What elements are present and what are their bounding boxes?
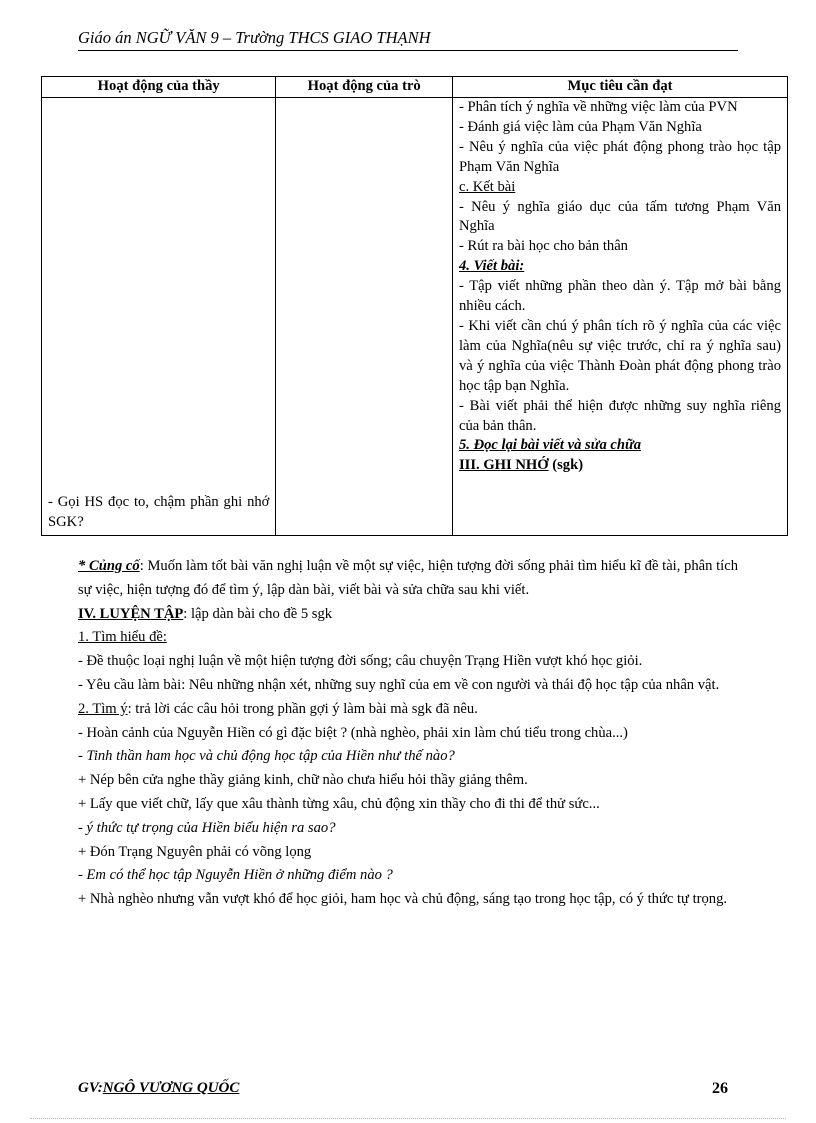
footer-gv-name: NGÔ VƯƠNG QUỐC (102, 1080, 240, 1096)
goal-item: 4. Viết bài: (458, 258, 525, 275)
ghi-nho-line (459, 456, 781, 476)
hoan-canh-item: - Hoàn cảnh của Nguyễn Hiền có gì đặc biệt ? (nhà nghèo, phải xin làm chú tiểu trong chùa...) (78, 724, 628, 741)
tim-hieu-label: 1. Tìm hiểu đề: (78, 629, 167, 646)
lesson-table (41, 76, 788, 536)
goals-list (459, 98, 781, 456)
lesson-body (78, 555, 738, 912)
page-header (78, 28, 738, 51)
tim-y-heading (78, 698, 738, 722)
col-header-student: Hoạt động của trò (276, 77, 453, 98)
goal-item: - Nêu ý nghĩa của việc phát động phong trào học tập Phạm Văn Nghĩa (458, 138, 781, 175)
luyen-tap-label: IV. LUYỆN TẬP (78, 605, 184, 622)
goal-item: c. Kết bài (458, 178, 516, 195)
tim-hieu-heading (78, 626, 738, 650)
goal-item: - Nêu ý nghĩa giáo dục của tấm tương Phạm Văn Nghĩa (458, 198, 781, 235)
answer-1: + Nép bên cửa nghe thầy giảng kinh, chữ nào chưa hiểu hỏi thầy giảng thêm. (78, 772, 528, 789)
cung-co-paragraph (78, 555, 738, 603)
footer-gv-label: GV: (78, 1080, 103, 1096)
question-1: - Tinh thần ham học và chủ động học tập của Hiền như thế nào? (78, 748, 455, 765)
cung-co-label: * Củng cố (78, 558, 140, 574)
goals-cell (452, 98, 787, 536)
table-body-row (42, 98, 788, 536)
cung-co-text: : Muốn làm tốt bài văn nghị luận về một sự việc, hiện tượng đời sống phải tìm hiểu kĩ đề tài, phân tích sự việc, hiện tượng đó để tìm ý, lập dàn bài, viết bài và sửa chữa sau khi viết. (78, 558, 738, 598)
tim-hieu-item-1: - Đề thuộc loại nghị luận về một hiện tượng đời sống; câu chuyện Trạng Hiền vượt khó học giỏi. (78, 653, 643, 670)
tim-y-label: 2. Tìm ý (78, 700, 128, 717)
header-title: Giáo án NGỮ VĂN 9 – Trường THCS GIAO THẠNH (78, 28, 431, 47)
luyen-tap-text: : lập dàn bài cho đề 5 sgk (183, 605, 333, 622)
footer-teacher (78, 1080, 239, 1097)
goal-item: - Phân tích ý nghĩa về những việc làm của PVN (458, 99, 738, 115)
table-header-row (42, 77, 788, 98)
goal-item: - Tập viết những phần theo dàn ý. Tập mở bài bằng nhiều cách. (458, 278, 781, 315)
goal-item: - Khi viết cần chú ý phân tích rõ ý nghĩa của các việc làm của Nghĩa(nêu sự việc trước, chỉ ra ý nghĩa sau) và ý nghĩa của việc Thành Đoàn phát động phong trào học tập bạn Nghĩa. (458, 317, 781, 394)
question-2: - ý thức tự trọng của Hiền biểu hiện ra sao? (78, 819, 336, 836)
goal-item: - Đánh giá việc làm của Phạm Văn Nghĩa (458, 118, 702, 135)
goal-item: - Bài viết phải thể hiện được những suy nghĩa riêng của bản thân. (458, 397, 781, 434)
tim-y-text: : trả lời các câu hỏi trong phần gợi ý làm bài mà sgk đã nêu. (127, 700, 478, 717)
col-header-goals: Mục tiêu cần đạt (452, 77, 787, 98)
answer-2: + Lấy que viết chữ, lấy que xâu thành từng xâu, chủ động xin thầy cho đi thi để thử sức... (78, 795, 600, 812)
question-3: - Em có thể học tập Nguyễn Hiền ở những điểm nào ? (78, 867, 393, 884)
col-header-teacher: Hoạt động của thầy (42, 77, 276, 98)
goal-item: - Rút ra bài học cho bản thân (458, 238, 628, 255)
answer-3: + Đón Trạng Nguyên phải có võng lọng (78, 843, 312, 860)
luyen-tap-heading (78, 603, 738, 627)
teacher-activity-cell (42, 98, 276, 536)
ghi-nho-suffix: (sgk) (548, 457, 584, 474)
goal-item: 5. Đọc lại bài viết và sửa chữa (458, 437, 642, 454)
ghi-nho-label: III. GHI NHỚ (458, 457, 549, 474)
answer-4: + Nhà nghèo nhưng vẫn vượt khó để học giỏi, ham học và chủ động, sáng tạo trong học tập, có ý thức tự trọng. (78, 891, 728, 908)
teacher-note: - Gọi HS đọc to, chậm phần ghi nhớ SGK? (48, 494, 270, 531)
student-activity-cell (276, 98, 453, 536)
page-number: 26 (712, 1080, 728, 1097)
tim-hieu-item-2: - Yêu cầu làm bài: Nêu những nhận xét, những suy nghĩ của em về con người và thái độ học tập của nhân vật. (78, 676, 720, 693)
bottom-divider (30, 1118, 786, 1119)
